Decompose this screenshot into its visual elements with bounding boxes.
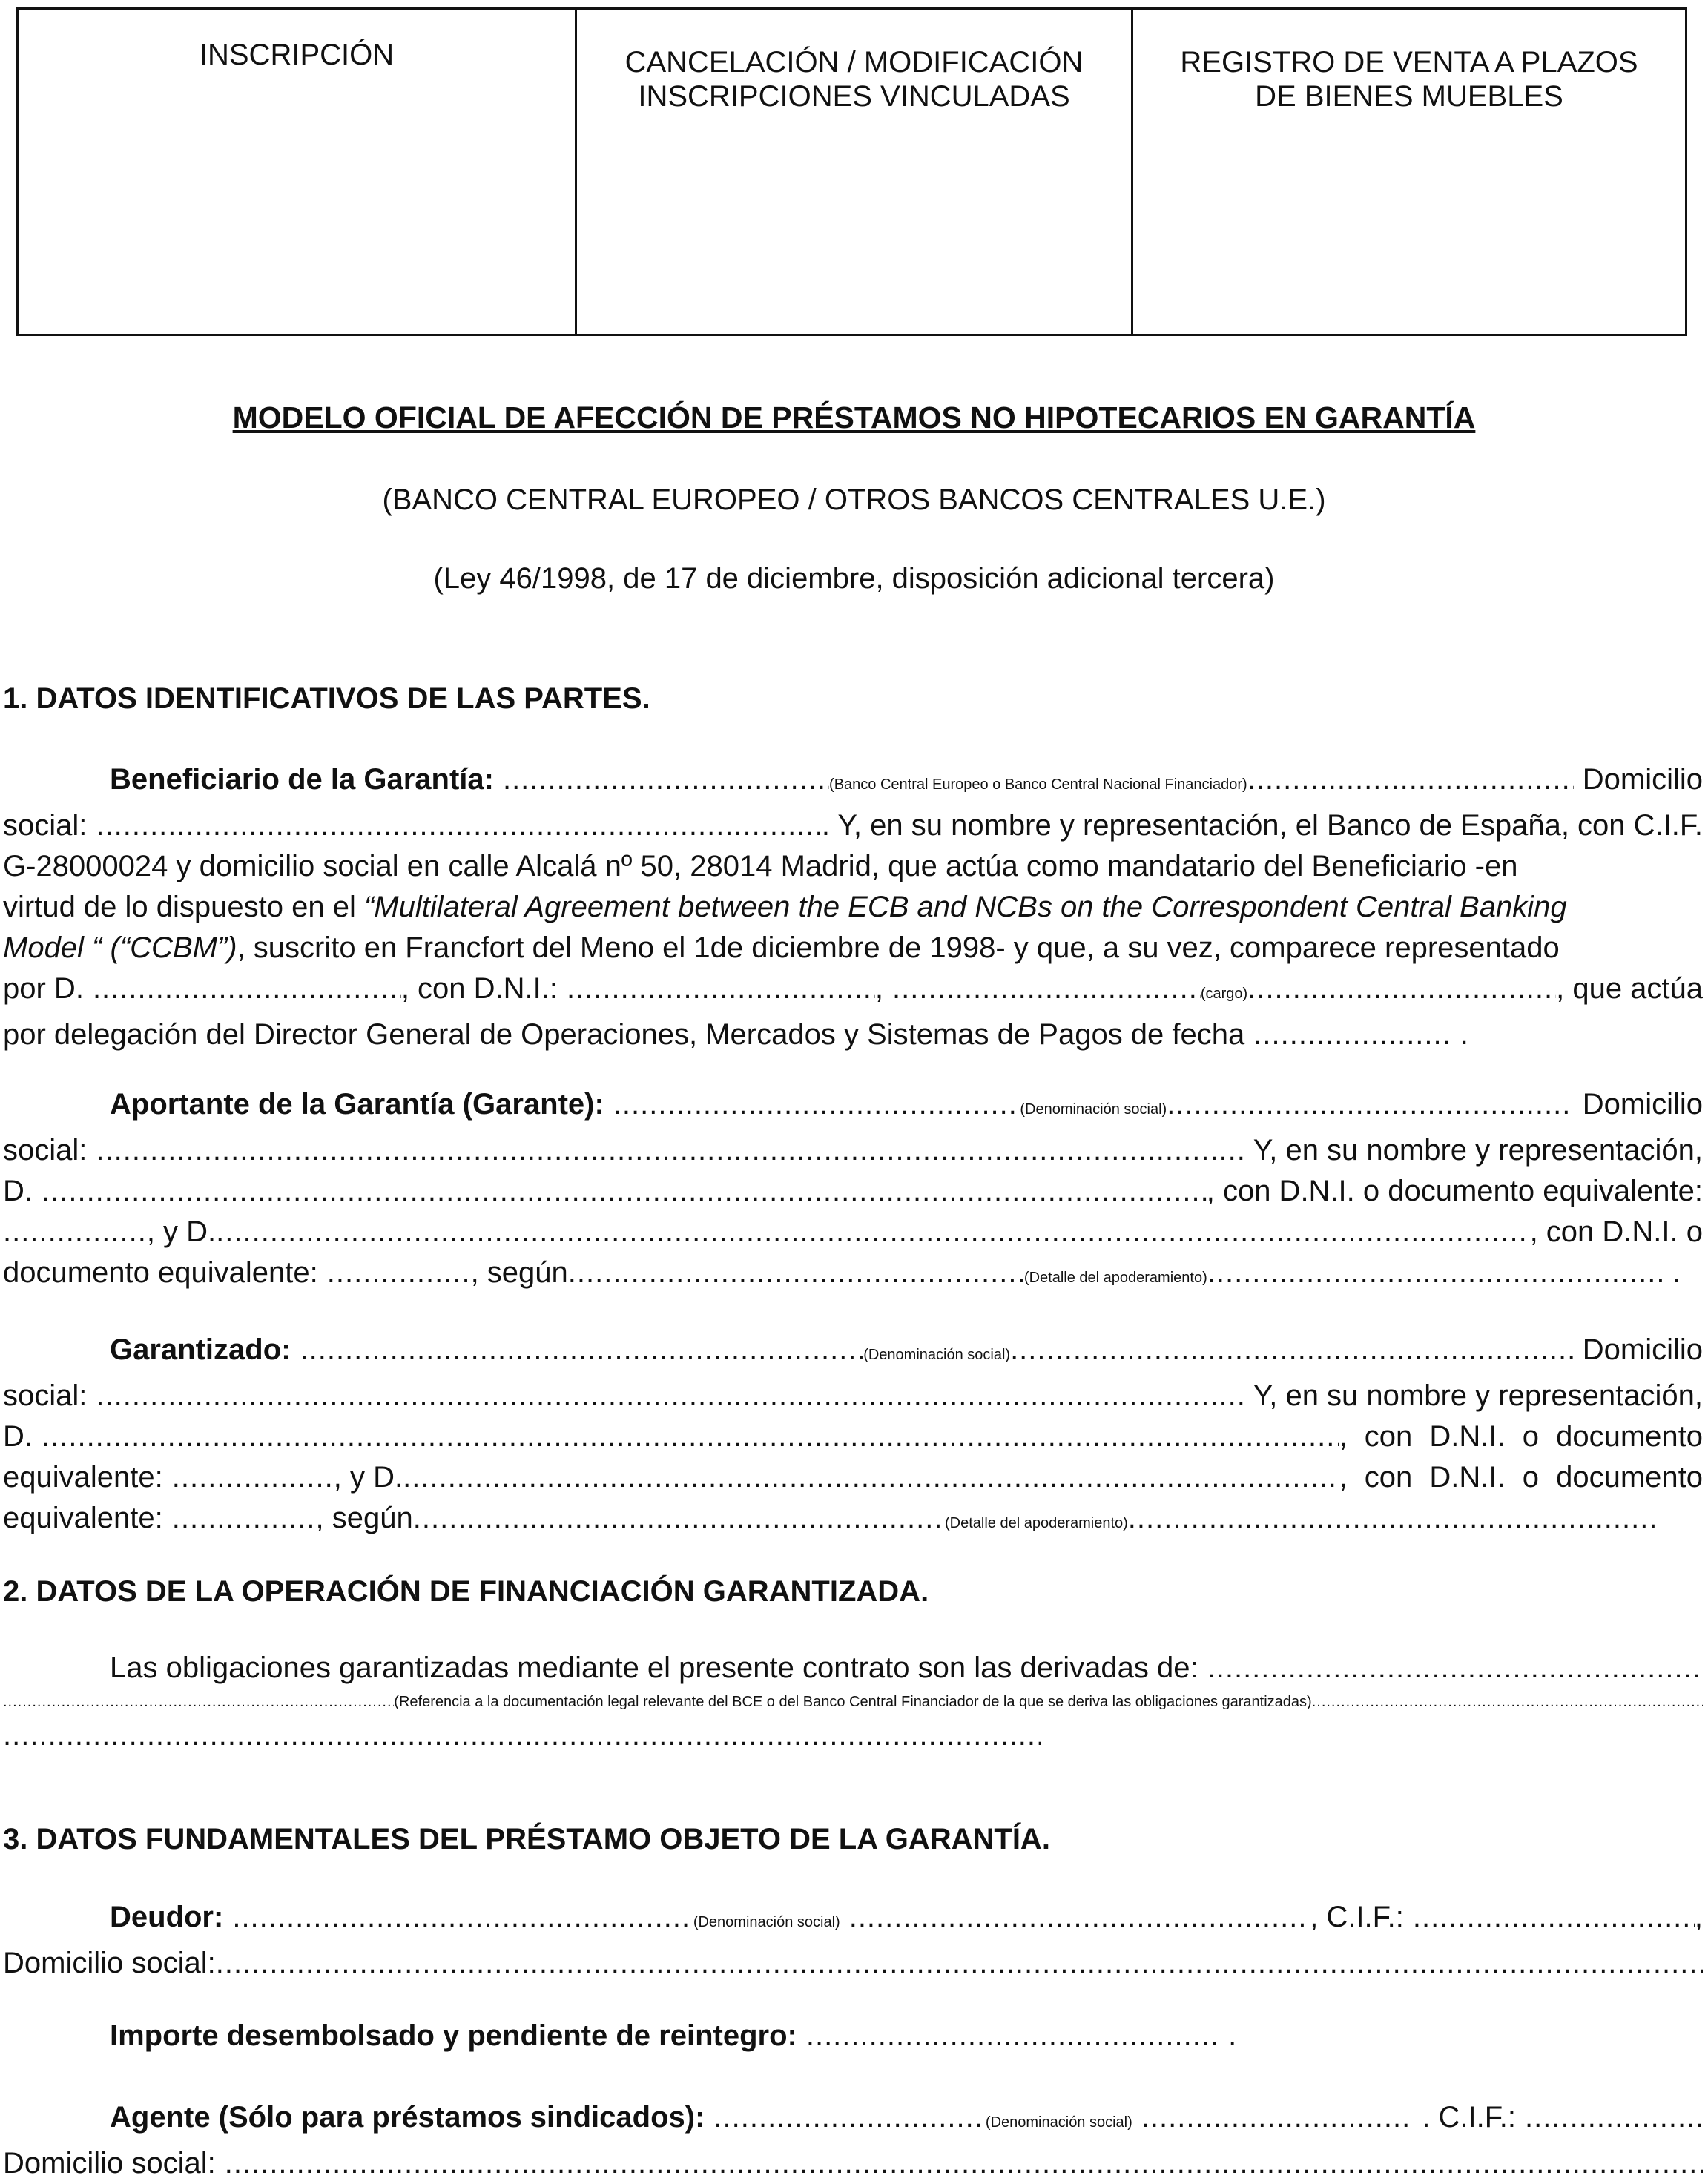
garantizado-field-2 [1010,1330,1574,1370]
garantizado-rep1-field [42,1416,1339,1457]
obligaciones-field [1207,1648,1703,1689]
beneficiario-note: (Banco Central Europeo o Banco Central Nacional Financiador) [829,776,1247,793]
agente-cif-label: . C.I.F.: [1422,2101,1517,2134]
deudor-field [232,1897,693,1938]
beneficiario-label: Beneficiario de la Garantía: [110,763,494,796]
agente-cif-field [1525,2097,1703,2138]
aportante-apoderamiento-field [568,1253,1024,1293]
header-boxes [16,7,1687,336]
beneficiario-rep: . Y, en su nombre y representación, el Banco de España, con C.I.F. [821,809,1703,842]
obligaciones-note: (Referencia a la documentación legal relevante del BCE o del Banco Central Financiador de la que se deriva las obligaciones garantizadas) [394,1694,1312,1710]
aportante-apoderamiento-field-2 [1207,1253,1664,1293]
agente-note: (Denominación social) [985,2114,1132,2131]
aportante-label: Aportante de la Garantía (Garante): [110,1088,604,1121]
obligaciones-field-2 [3,1689,394,1715]
beneficiario-field [503,759,829,800]
beneficiario-line3: G-28000024 y domicilio social en calle Alcalá nº 50, 28014 Madrid, que actúa como mandatario del Beneficiario -en [3,850,1518,882]
aportante-field-2 [1167,1084,1574,1125]
beneficiario-social: social: [3,809,88,842]
deudor-cif-field [1413,1897,1695,1938]
document-title: MODELO OFICIAL DE AFECCIÓN DE PRÉSTAMOS NO HIPOTECARIOS EN GARANTÍA [232,400,1476,435]
box-inscripcion [19,10,575,334]
garantizado-apoderamiento-field [413,1498,945,1539]
aportante-note: (Denominación social) [1020,1101,1167,1118]
cargo-note: (cargo) [1200,986,1248,1002]
aportante-rep1-field [42,1171,1207,1212]
obligaciones-field-3 [1312,1689,1703,1715]
garantizado-field [300,1330,863,1370]
representante-name-field [93,969,401,1009]
section1-heading: 1. DATOS IDENTIFICATIVOS DE LAS PARTES. [3,682,650,715]
importe-paragraph: Importe desembolsado y pendiente de reintegro: .............................................. . [3,2016,1703,2056]
subtitle-ley: (Ley 46/1998, de 17 de diciembre, disposición adicional tercera) [433,562,1275,595]
deudor-field-2 [849,1897,1310,1938]
dni-field [567,969,875,1009]
cargo-field [892,969,1201,1009]
deudor-note: (Denominación social) [693,1914,840,1930]
cancelacion-line2: INSCRIPCIONES VINCULADAS [638,80,1070,113]
aportante-dni2-field: ................ [326,1256,471,1289]
garantizado-rep2-field [403,1457,1339,1498]
box-cancelacion [575,10,1131,334]
garantizado-apoderamiento-field-2 [1128,1498,1660,1539]
aportante-domicilio-field [96,1130,1244,1171]
garantizado-label: Garantizado: [110,1333,291,1366]
importe-label: Importe desembolsado y pendiente de reintegro: [110,2019,797,2052]
deudor-label: Deudor: [110,1901,224,1933]
por-d-label: por D. [3,972,84,1005]
registro-line2: DE BIENES MUEBLES [1255,80,1563,113]
section2-heading: 2. DATOS DE LA OPERACIÓN DE FINANCIACIÓN GARANTIZADA. [3,1575,929,1608]
obligaciones-field-4 [3,1715,1041,1756]
aportante-paragraph: Aportante de la Garantía (Garante): ..... (Denominación social) ..... Domicilio social: ..... Y, en su nombre y representación, D. ..... , con D.N.I. o documento equivalente: ................ , y D. ..... , con D.N.I. o documento equivalente: ................ , según ..... (Detalle del apoderamiento) ..... . [3,1084,1703,1299]
aportante-rep2-field [216,1212,1529,1253]
cancelacion-line1: CANCELACIÓN / MODIFICACIÓN [624,46,1084,79]
beneficiario-field-2 [1247,759,1574,800]
beneficiario-line5: Model “ (“CCBM”) , suscrito en Francfort del Meno el 1de diciembre de 1998- y que, a su vez, comparece representado [3,931,1560,964]
box-registro [1131,10,1685,334]
section3-heading: 3. DATOS FUNDAMENTALES DEL PRÉSTAMO OBJETO DE LA GARANTÍA. [3,1823,1050,1855]
garantizado-paragraph: Garantizado: ..... (Denominación social) ..... Domicilio social: ..... Y, en su nombre y representación, D. ..... , con D.N.I. o documento equivalente: .................. , y D. ..... , con D.N.I. o documento equivalente: ................ , según ..... (Detalle del apoderamiento) ..... [3,1330,1703,1544]
aportante-dni1-field: ................ [3,1215,147,1248]
inscripcion-label: INSCRIPCIÓN [199,39,395,71]
registro-line1: REGISTRO DE VENTA A PLAZOS [1180,46,1638,79]
agente-field-2 [1141,2097,1414,2138]
beneficiario-domicilio: Domicilio [1582,763,1704,796]
deudor-cif-label: , C.I.F.: [1310,1901,1404,1933]
fecha-field: ...................... [1253,1018,1451,1051]
garantizado-domicilio-field [96,1376,1244,1416]
garantizado-dni1-field: .................. [171,1461,334,1494]
aportante-apoderamiento-note: (Detalle del apoderamiento) [1023,1270,1207,1286]
delegacion-text: por delegación del Director General de Operaciones, Mercados y Sistemas de Pagos de fecha [3,1018,1245,1051]
cargo-field-2 [1247,969,1556,1009]
garantizado-apoderamiento-note: (Detalle del apoderamiento) [944,1515,1128,1531]
deudor-paragraph: Deudor: ..... (Denominación social) ..... , C.I.F.: ..... , Domicilio social: ..... [3,1897,1703,1984]
aportante-field [613,1084,1020,1125]
agente-field [713,2097,986,2138]
con-dni-label: , con D.N.I.: [400,972,558,1005]
subtitle-banco-central: (BANCO CENTRAL EUROPEO / OTROS BANCOS CENTRALES U.E.) [382,484,1326,516]
importe-field: .............................................. [805,2019,1220,2052]
garantizado-note: (Denominación social) [863,1347,1011,1363]
que-actua: , que actúa [1556,972,1704,1005]
deudor-domicilio-field [216,1943,1703,1984]
section2-paragraph: Las obligaciones garantizadas mediante el presente contrato son las derivadas de: ..... ..... (Referencia a la documentación legal relevante del BCE o del Banco Central Financiador de la que se deriva las obligaciones garantizadas) ..... ..... [3,1648,1703,1756]
beneficiario-line4: virtud de lo dispuesto en el “Multilateral Agreement between the ECB and NCBs on the Correspondent Central Banking [3,891,1567,923]
agente-paragraph: Agente (Sólo para préstamos sindicados): ..... (Denominación social) ..... . C.I.F.: ..... Domicilio social: ..... [3,2097,1703,2184]
agente-label: Agente (Sólo para préstamos sindicados): [110,2101,705,2134]
beneficiario-domicilio-field [96,805,821,846]
garantizado-dni2-field: ................ [171,1502,316,1534]
agente-domicilio-field [225,2143,1703,2184]
beneficiario-paragraph: Beneficiario de la Garantía: ..... (Banco Central Europeo o Banco Central Nacional Financiador) ..... Domicilio social: ..... . Y, en su nombre y representación, el Banco de España, con C.I.F. G-28000024 y domicilio social en calle Alcalá nº 50, 28014 Madrid, que actúa como mandatario del Beneficiario -en virtud de lo dispuesto en el “Multilateral Agreement between the ECB and NCBs on the Correspondent Central Banking Model “ (“CCBM”) , suscrito en Francfort del Meno el 1de diciembre de 1998- y que, a su vez, comparece representado por D. ..... , con D.N.I.: ..... , ..... (cargo) ..... , que actúa por delegación del Director General de Operaciones, Mercados y Sistemas de Pagos de fecha ...................... . [3,759,1703,1055]
